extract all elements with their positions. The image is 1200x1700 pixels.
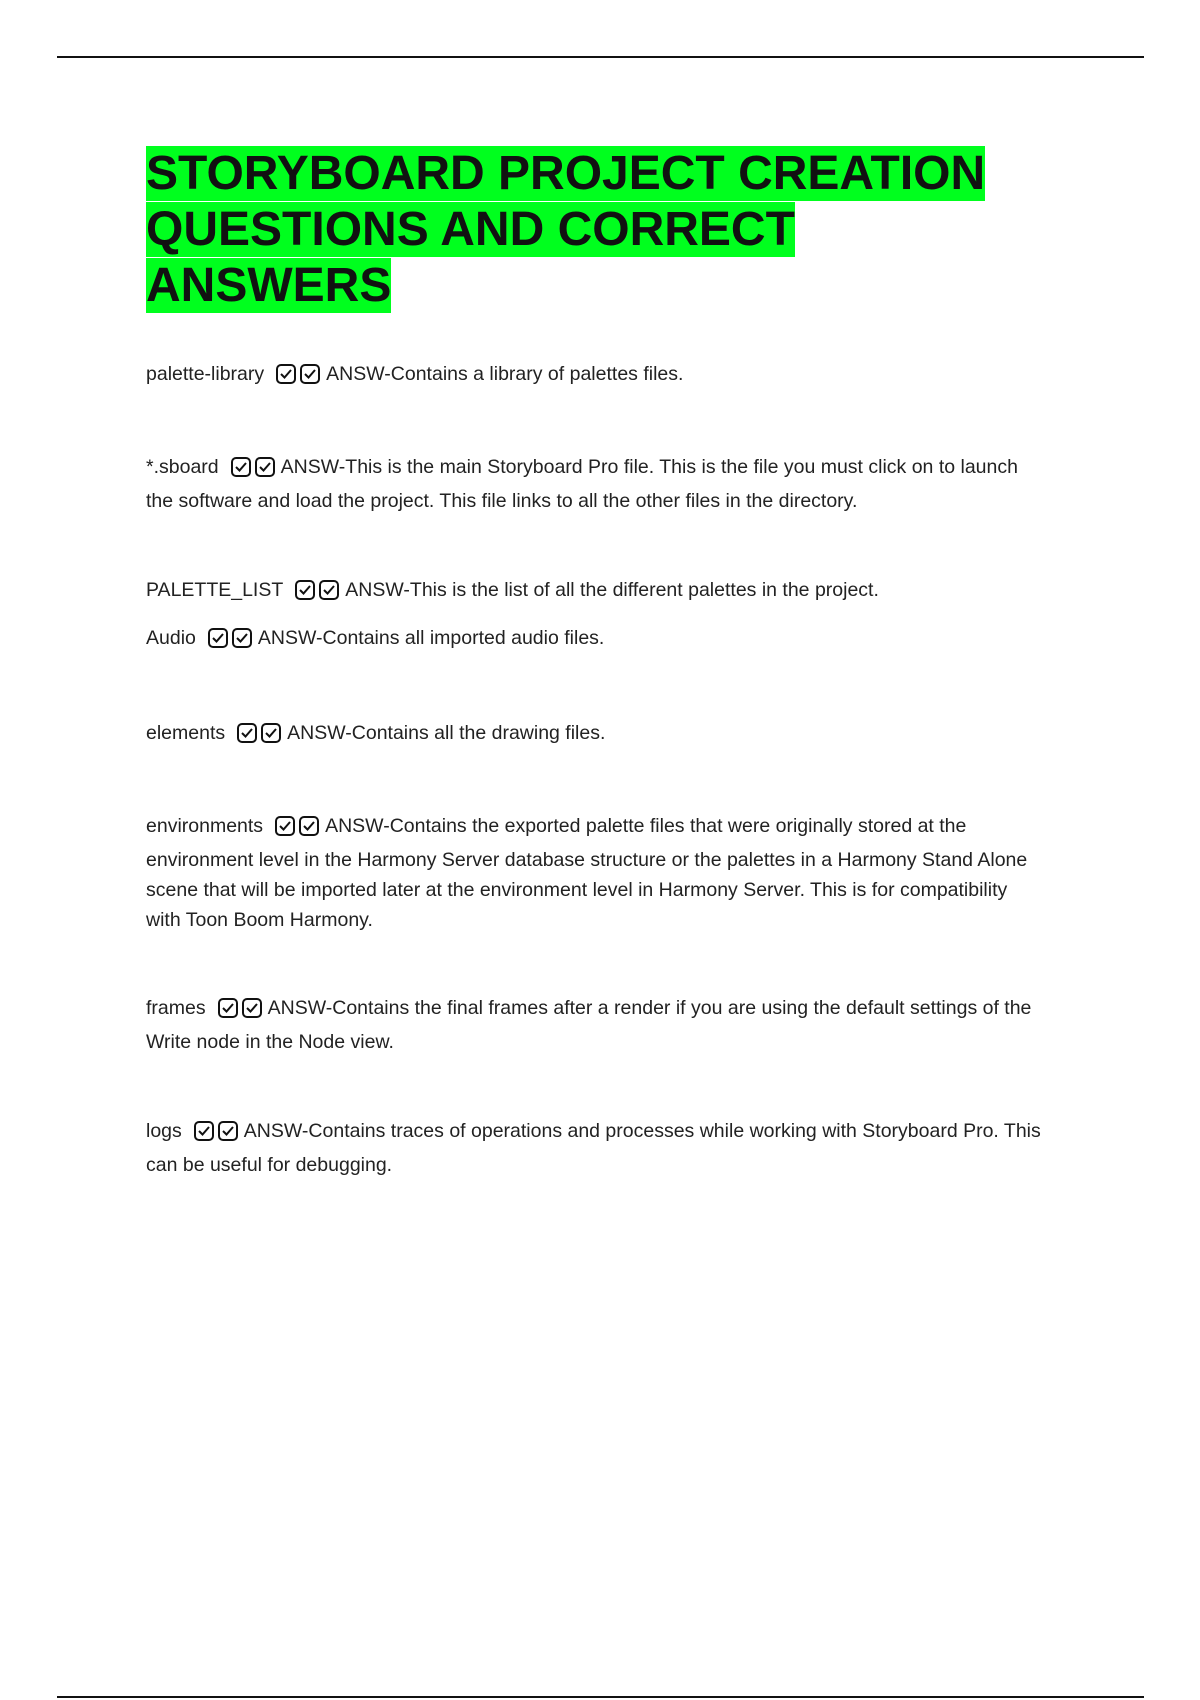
checkbox-checked-icon [218,1121,238,1141]
qa-term: frames [146,997,206,1019]
top-rule [57,56,1144,58]
check-pair [295,579,343,609]
qa-term: *.sboard [146,456,219,478]
checkbox-checked-icon [276,364,296,384]
title-line-1: STORYBOARD PROJECT CREATION [146,147,986,200]
checkbox-checked-icon [295,580,315,600]
qa-item [146,575,1046,609]
checkbox-checked-icon [208,628,228,648]
check-pair [208,627,256,657]
check-pair [275,815,323,845]
qa-answer: ANSW-Contains all imported audio files. [257,627,605,649]
qa-item [146,452,1046,516]
check-pair [276,363,324,393]
qa-item [146,1116,1046,1180]
check-pair [218,997,266,1027]
qa-answer: ANSW-Contains traces of operations and processes while working with Storyboard Pro. This can be useful for debugging. [146,1120,1041,1176]
qa-item [146,623,1046,657]
bottom-rule [57,1696,1144,1698]
check-pair [194,1120,242,1150]
checkbox-checked-icon [261,723,281,743]
qa-answer: ANSW-Contains all the drawing files. [287,722,606,744]
qa-term: Audio [146,627,196,649]
qa-item [146,993,1046,1057]
document-body [146,146,1046,1176]
title-line-2: QUESTIONS AND CORRECT [146,203,795,256]
checkbox-checked-icon [237,723,257,743]
qa-term: elements [146,722,226,744]
qa-term: logs [146,1120,182,1142]
title-line-3: ANSWERS [146,259,392,312]
checkbox-checked-icon [255,457,275,477]
checkbox-checked-icon [242,998,262,1018]
qa-answer: ANSW-Contains the final frames after a render if you are using the default settings of the Write node in the Node view. [146,997,1032,1053]
qa-item [146,359,1046,393]
qa-item [146,811,1046,935]
checkbox-checked-icon [299,816,319,836]
checkbox-checked-icon [300,364,320,384]
check-pair [237,722,285,752]
check-pair [231,456,279,486]
qa-term: palette-library [146,363,265,385]
qa-item [146,718,1046,752]
checkbox-checked-icon [275,816,295,836]
qa-term: environments [146,815,264,837]
checkbox-checked-icon [231,457,251,477]
document-title [146,146,1046,314]
checkbox-checked-icon [194,1121,214,1141]
qa-answer: ANSW-This is the main Storyboard Pro file. This is the file you must click on to launch the software and load the project. This file links to all the other files in the directory. [146,456,1018,512]
checkbox-checked-icon [218,998,238,1018]
checkbox-checked-icon [319,580,339,600]
checkbox-checked-icon [232,628,252,648]
qa-term: PALETTE_LIST [146,579,284,601]
qa-answer: ANSW-This is the list of all the different palettes in the project. [345,579,879,601]
qa-answer: ANSW-Contains the exported palette files that were originally stored at the environment level in the Harmony Server database structure or the palettes in a Harmony Stand Alone scene that will be imported later at the environment level in Harmony Server. This is for compatibility with Toon Boom Harmony. [146,815,1028,931]
qa-answer: ANSW-Contains a library of palettes files. [326,363,684,385]
